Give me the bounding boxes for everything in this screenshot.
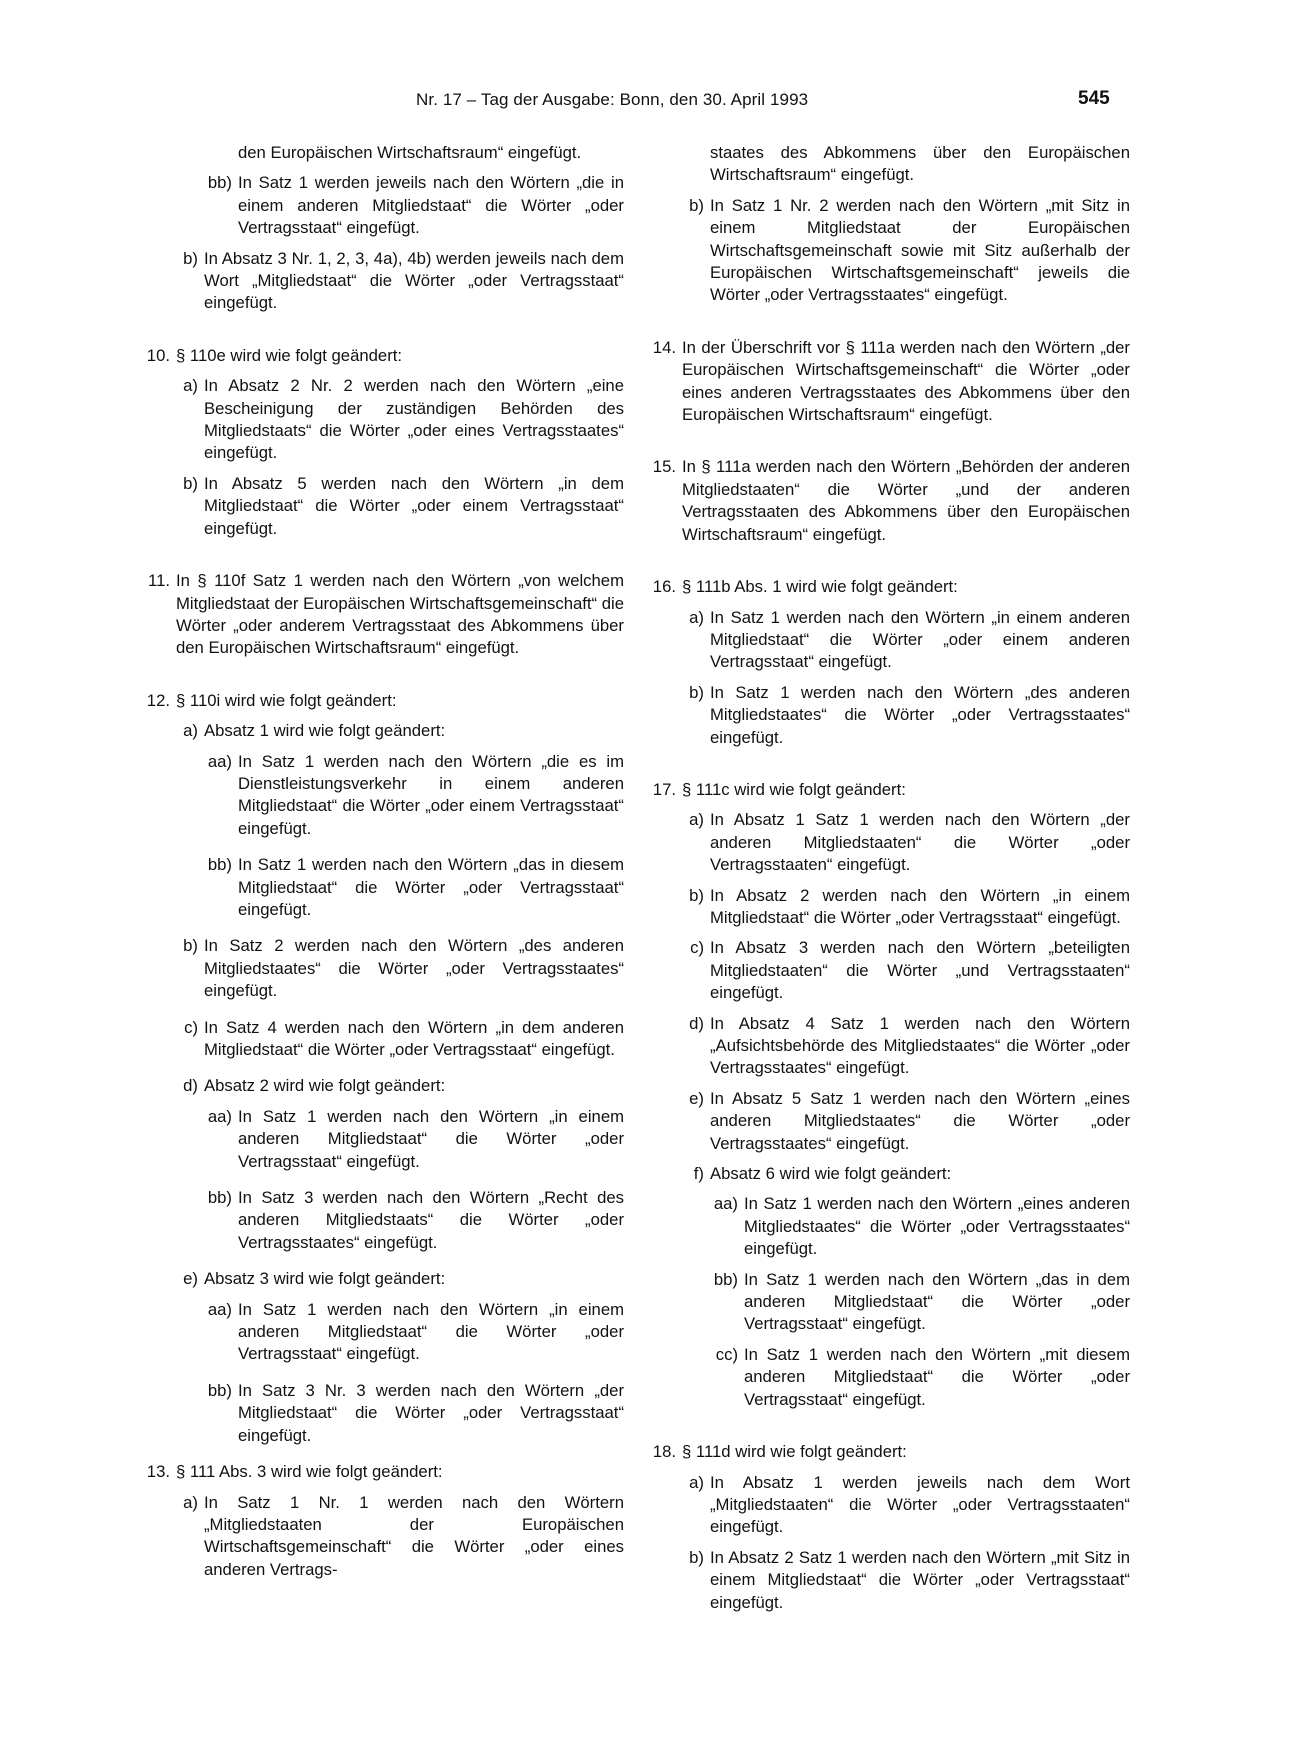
list-item (642, 337, 1130, 427)
item-label: b) (183, 248, 198, 268)
continuation-text: staates des Abkommens über den Europäischen Wirtschaftsraum“ eingefügt. (710, 143, 1130, 185)
item-text: In § 110f Satz 1 werden nach den Wörtern „von welchem Mitgliedstaat der Europäischen Wirtschaftsgemeinschaft“ die Wörter „oder anderem Vertragsstaat des Abkommens über den Europäischen Wirtschaftsraum“ eingefügt. (176, 571, 624, 658)
list-item (136, 751, 624, 841)
item-label: a) (183, 376, 198, 396)
item-text: In Satz 3 Nr. 3 werden nach den Wörtern „der Mitgliedstaat“ die Wörter „oder Vertragsstaat“ eingefügt. (238, 1380, 624, 1445)
item-label: 11. (148, 571, 170, 591)
item-text: In Absatz 2 Satz 1 werden nach den Wörtern „mit Sitz in einem Mitgliedstaat“ die Wörter „oder Vertragsstaat“ eingefügt. (710, 1547, 1130, 1612)
item-text: In Satz 1 werden nach den Wörtern „in einem anderen Mitgliedstaat“ die Wörter „oder Vertragsstaat“ eingefügt. (238, 1106, 624, 1171)
list-item (642, 1344, 1130, 1411)
item-label: bb) (207, 173, 232, 193)
list-item (642, 607, 1130, 674)
page-number: 545 (1078, 88, 1110, 109)
item-label: a) (689, 1472, 704, 1492)
list-item (642, 1547, 1130, 1614)
item-label: aa) (207, 1106, 232, 1126)
item-text: Absatz 3 wird wie folgt geändert: (204, 1269, 446, 1289)
list-item (642, 1472, 1130, 1539)
item-text: In Satz 1 werden jeweils nach den Wörtern „die in einem anderen Mitgliedstaat“ die Wörter „oder Vertragsstaat“ eingefügt. (238, 173, 624, 238)
item-text: In Absatz 2 werden nach den Wörtern „in einem Mitgliedstaat“ die Wörter „oder Vertragsstaat“ eingefügt. (710, 885, 1130, 927)
item-text: In der Überschrift vor § 111a werden nach den Wörtern „der Europäischen Wirtschaftsgemeinschaft“ die Wörter „oder eines anderen Vertragsstaates des Abkommens über den Europäischen Wirtschaftsraum“ eingefügt. (682, 337, 1130, 425)
list-item (136, 1017, 624, 1062)
item-label: 15. (652, 457, 676, 477)
item-label: 13. (146, 1462, 170, 1482)
continuation-text: den Europäischen Wirtschaftsraum“ eingefügt. (238, 143, 582, 162)
item-label: bb) (207, 855, 232, 875)
list-item (136, 375, 624, 465)
item-text: § 110e wird wie folgt geändert: (176, 345, 403, 365)
item-text: In Absatz 1 werden jeweils nach dem Wort „Mitgliedstaaten“ die Wörter „oder Vertragsstaaten“ eingefügt. (710, 1472, 1130, 1537)
item-label: 10. (146, 345, 170, 365)
list-item (136, 1075, 624, 1097)
list-item (136, 1106, 624, 1173)
item-text: § 111 Abs. 3 wird wie folgt geändert: (176, 1462, 443, 1482)
list-item (136, 854, 624, 921)
item-label: c) (184, 1017, 198, 1037)
item-label: bb) (207, 1188, 232, 1208)
item-text: In Absatz 3 werden nach den Wörtern „beteiligten Mitgliedstaaten“ die Wörter „und Vertragsstaaten“ eingefügt. (710, 938, 1130, 1003)
item-label: b) (689, 682, 704, 702)
item-text: § 111b Abs. 1 wird wie folgt geändert: (682, 577, 958, 597)
item-label: e) (689, 1088, 704, 1108)
item-label: b) (689, 885, 704, 905)
item-text: In Satz 1 werden nach den Wörtern „in einem anderen Mitgliedstaat“ die Wörter „oder Vertragsstaat“ eingefügt. (238, 1299, 624, 1364)
item-label: f) (693, 1164, 704, 1184)
left-column (136, 142, 624, 1581)
item-label: aa) (207, 751, 232, 771)
right-column (642, 142, 1130, 1614)
item-label: b) (183, 473, 198, 493)
item-label: 16. (652, 577, 676, 597)
list-item (136, 345, 624, 367)
item-label: e) (183, 1269, 198, 1289)
item-text: In Satz 4 werden nach den Wörtern „in dem anderen Mitgliedstaat“ die Wörter „oder Vertragsstaat“ eingefügt. (204, 1017, 624, 1059)
item-text: In Absatz 2 Nr. 2 werden nach den Wörtern „eine Bescheinigung der zuständigen Behörden des Mitgliedstaats“ die Wörter „oder eines Vertragsstaates“ eingefügt. (204, 376, 624, 463)
list-item (642, 195, 1130, 307)
item-text: In Absatz 5 Satz 1 werden nach den Wörtern „eines anderen Mitgliedstaates“ die Wörter „oder Vertragsstaates“ eingefügt. (710, 1088, 1130, 1153)
item-text: In Satz 3 werden nach den Wörtern „Recht des anderen Mitgliedstaats“ die Wörter „oder Vertragsstaates“ eingefügt. (238, 1188, 624, 1252)
list-item (642, 937, 1130, 1004)
item-text: In Satz 2 werden nach den Wörtern „des anderen Mitgliedstaates“ die Wörter „oder Vertragsstaates“ eingefügt. (204, 936, 624, 1001)
item-text: In Satz 1 werden nach den Wörtern „das in dem anderen Mitgliedstaat“ die Wörter „oder Vertragsstaat“ eingefügt. (744, 1269, 1130, 1334)
list-item (642, 885, 1130, 930)
item-label: a) (689, 810, 704, 830)
item-text: In Absatz 3 Nr. 1, 2, 3, 4a), 4b) werden jeweils nach dem Wort „Mitgliedstaat“ die Wörter „oder Vertragsstaat“ eingefügt. (204, 248, 624, 313)
item-label: bb) (207, 1380, 232, 1400)
list-item (136, 570, 624, 660)
item-text: In Satz 1 werden nach den Wörtern „eines anderen Mitgliedstaates“ die Wörter „oder Vertragsstaates“ eingefügt. (744, 1194, 1130, 1259)
item-label: 17. (652, 779, 676, 799)
item-label: d) (183, 1076, 198, 1096)
item-label: a) (183, 721, 198, 741)
item-label: c) (690, 938, 704, 958)
list-item (642, 809, 1130, 876)
item-text: Absatz 1 wird wie folgt geändert: (204, 721, 446, 741)
item-label: a) (183, 1492, 198, 1512)
list-item (136, 1268, 624, 1290)
list-item (136, 1299, 624, 1366)
list-item (136, 172, 624, 239)
item-text: In Absatz 4 Satz 1 werden nach den Wörtern „Aufsichtsbehörde des Mitgliedstaates“ die Wörter „oder Vertragsstaates“ eingefügt. (710, 1013, 1130, 1078)
item-text: In Satz 1 werden nach den Wörtern „die es im Dienstleistungsverkehr in einem anderen Mitgliedstaat“ die Wörter „oder einem Vertragsstaat“ eingefügt. (238, 751, 624, 838)
list-item (642, 576, 1130, 598)
running-header: Nr. 17 – Tag der Ausgabe: Bonn, den 30. April 1993 (416, 90, 809, 109)
item-label: a) (689, 607, 704, 627)
item-label: b) (689, 195, 704, 215)
list-item (136, 1187, 624, 1254)
item-text: In Satz 1 werden nach den Wörtern „mit diesem anderen Mitgliedstaat“ die Wörter „oder Vertragsstaat“ eingefügt. (744, 1344, 1130, 1409)
list-item (136, 473, 624, 540)
item-text: In § 111a werden nach den Wörtern „Behörden der anderen Mitgliedstaaten“ die Wörter „und der anderen Vertragsstaaten des Abkommens über den Europäischen Wirtschaftsraum“ eingefügt. (682, 457, 1130, 544)
item-label: 12. (146, 690, 170, 710)
item-text: § 111c wird wie folgt geändert: (682, 779, 906, 799)
list-item (136, 1380, 624, 1447)
item-text: In Satz 1 werden nach den Wörtern „das in diesem Mitgliedstaat“ die Wörter „oder Vertragsstaat“ eingefügt. (238, 855, 624, 919)
list-item (136, 1461, 624, 1483)
item-text: Absatz 6 wird wie folgt geändert: (710, 1164, 952, 1184)
item-text: In Absatz 1 Satz 1 werden nach den Wörtern „der anderen Mitgliedstaaten“ die Wörter „oder Vertragsstaaten“ eingefügt. (710, 810, 1130, 875)
list-item (136, 935, 624, 1002)
item-text: § 110i wird wie folgt geändert: (176, 690, 397, 710)
item-text: In Satz 1 Nr. 1 werden nach den Wörtern „Mitgliedstaaten der Europäischen Wirtschaftsgemeinschaft“ die Wörter „oder eines anderen Vertrags- (204, 1492, 624, 1579)
list-item (642, 1013, 1130, 1080)
item-text: Absatz 2 wird wie folgt geändert: (204, 1076, 446, 1096)
item-text: In Satz 1 werden nach den Wörtern „des anderen Mitgliedstaates“ die Wörter „oder Vertragsstaates“ eingefügt. (710, 682, 1130, 747)
list-item (642, 456, 1130, 546)
item-label: bb) (713, 1269, 738, 1289)
list-item (642, 1441, 1130, 1463)
list-item (642, 779, 1130, 801)
item-label: b) (689, 1547, 704, 1567)
item-label: d) (689, 1013, 704, 1033)
item-label: cc) (715, 1344, 738, 1364)
list-item (642, 1269, 1130, 1336)
list-item (642, 682, 1130, 749)
list-item (136, 248, 624, 315)
list-item (642, 1193, 1130, 1260)
item-text: § 111d wird wie folgt geändert: (682, 1442, 907, 1462)
item-text: In Absatz 5 werden nach den Wörtern „in dem Mitgliedstaat“ die Wörter „oder einem Vertragsstaat“ eingefügt. (204, 473, 624, 538)
item-label: 14. (652, 337, 676, 357)
item-label: b) (183, 936, 198, 956)
item-label: aa) (207, 1299, 232, 1319)
list-item (642, 1088, 1130, 1155)
list-item (136, 1492, 624, 1582)
list-item (136, 720, 624, 742)
item-text: In Satz 1 Nr. 2 werden nach den Wörtern „mit Sitz in einem Mitgliedstaat der Europäischen Wirtschaftsgemeinschaft sowie mit Sitz außerhalb der Europäischen Wirtschaftsgemeinschaft“ jeweils die Wörter „oder Vertragsstaates“ eingefügt. (710, 195, 1130, 305)
item-label: aa) (713, 1194, 738, 1214)
item-label: 18. (652, 1442, 676, 1462)
item-text: In Satz 1 werden nach den Wörtern „in einem anderen Mitgliedstaat“ die Wörter „oder einem anderen Vertragsstaat“ eingefügt. (710, 607, 1130, 672)
list-item (136, 690, 624, 712)
list-item (642, 1163, 1130, 1185)
